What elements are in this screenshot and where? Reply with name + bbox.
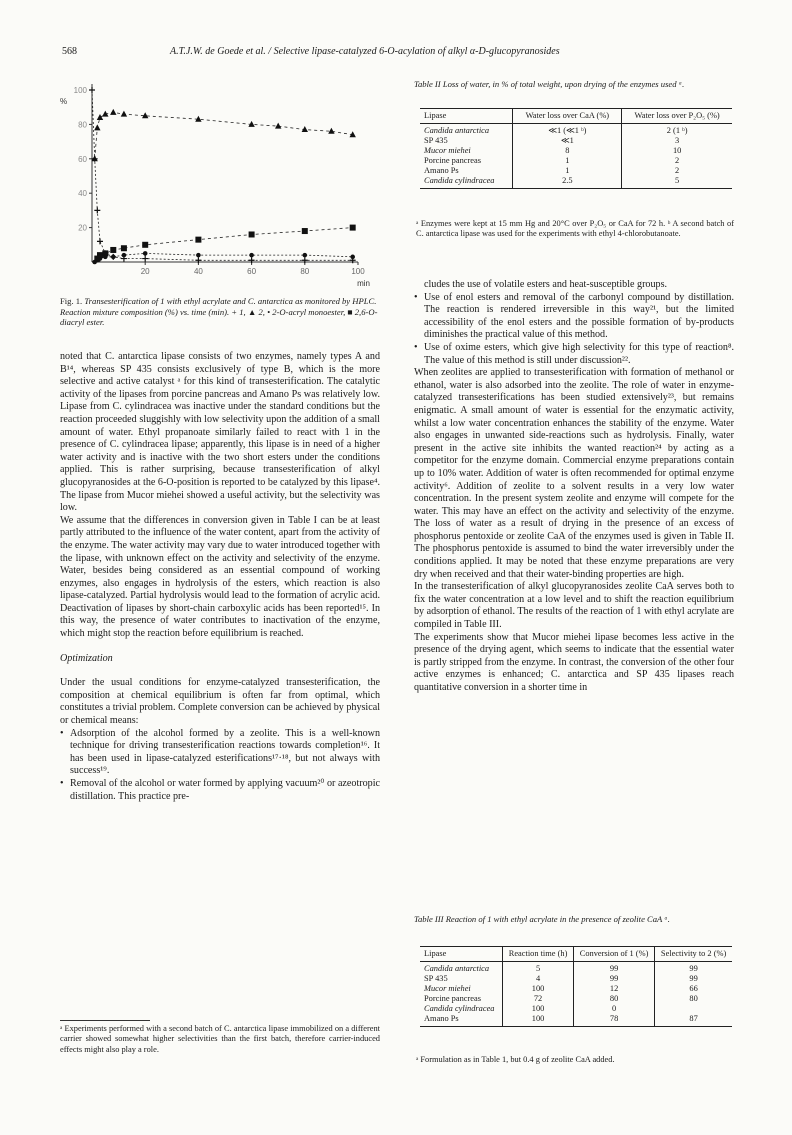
data-point-square xyxy=(121,245,127,251)
section-heading: Optimization xyxy=(60,652,113,664)
table-cell: 5 xyxy=(622,176,732,189)
table-cell: 2 (1 ᵇ) xyxy=(622,124,732,137)
table-cell: 72 xyxy=(503,994,574,1004)
table-cell: 87 xyxy=(655,1014,732,1027)
table-cell: 5 xyxy=(503,962,574,975)
data-point-dot xyxy=(111,255,116,260)
table-cell: 100 xyxy=(503,1004,574,1014)
table-cell-lipase: Candida antarctica xyxy=(424,964,490,973)
table-cell-lipase: Porcine pancreas xyxy=(424,156,481,165)
table-cell: 12 xyxy=(573,984,654,994)
data-point-square xyxy=(249,231,255,237)
table-cell: 66 xyxy=(655,984,732,994)
table-cell: 99 xyxy=(655,974,732,984)
page-number: 568 xyxy=(62,46,77,57)
table3-header: Reaction time (h) xyxy=(503,947,574,962)
method-list-continued xyxy=(414,292,734,368)
data-point-dot xyxy=(350,255,355,260)
method-list xyxy=(60,728,380,804)
series-line xyxy=(97,228,352,259)
left-footnote: ᵃ Experiments performed with a second batch of C. antarctica lipase immobilized on a different carrier showed somewhat higher selectivities than the first batch, therefore carrier-induced effects might also play a role. xyxy=(60,1024,380,1054)
table-cell: 1 xyxy=(513,156,622,166)
figure-1 xyxy=(58,76,388,286)
table3-caption-text: Reaction of 1 with ethyl acrylate in the presence of zeolite CaA ᵃ. xyxy=(445,914,670,924)
table2-footnote: ᵃ Enzymes were kept at 15 mm Hg and 20°C over P₂O₅ or CaA for 72 h. ᵇ A second batch of C. antarctica lipase was used for the experiments with ethyl 4-chlorobutanoate. xyxy=(416,219,734,239)
table2-header: Lipase xyxy=(420,109,513,124)
y-tick-label: 100 xyxy=(73,86,87,95)
table-cell: 2 xyxy=(622,156,732,166)
data-point-plus xyxy=(89,87,95,93)
table3-caption xyxy=(414,914,734,925)
table-cell-lipase: Porcine pancreas xyxy=(424,994,481,1003)
data-point-plus xyxy=(94,207,100,213)
table-cell: 0 xyxy=(573,1004,654,1014)
table-cell: 80 xyxy=(655,994,732,1004)
data-point-dot xyxy=(303,253,308,258)
table3-header: Selectivity to 2 (%) xyxy=(655,947,732,962)
table-cell-lipase: Candida cylindracea xyxy=(420,176,513,189)
figure-caption-text: Transesterification of 1 with ethyl acrylate and C. antarctica as monitored by HPLC. Reaction mixture composition (%) vs. time (min). xyxy=(60,296,377,317)
data-point-triangle xyxy=(97,114,103,120)
data-point-plus xyxy=(142,256,148,262)
footnote-rule xyxy=(60,1020,150,1021)
paragraph: We assume that the differences in conversion given in Table I can be at least partly attributed to the influence of the water content, apart from the activity of the enzyme. The water activity may vary due to water introduced together with the lipase, with unknown effect on the activity and selectivity of the enzyme. Water, besides being considered as an essential compound of working enzymes, also engages in hydrolysis of the esters, which reaction is also lipase-catalyzed. Partial hydrolysis would lead to the formation of acrylic acid. Deactivation of lipases by short-chain carboxylic acids has been reported¹⁵. In this way, the presence of water contributes to inactivation of the enzyme, which might stop the reaction before equilibrium is reached. xyxy=(60,514,380,640)
x-tick-label: 20 xyxy=(140,267,150,276)
table-cell: 10 xyxy=(622,146,732,156)
table2-header: Water loss over CaA (%) xyxy=(513,109,622,124)
table-row xyxy=(420,984,732,994)
table-cell-lipase: Candida antarctica xyxy=(424,126,490,135)
table-row xyxy=(420,136,732,146)
table-row xyxy=(420,156,732,166)
table2-caption-text: Loss of water, in % of total weight, upon drying of the enzymes used ᵃ. xyxy=(442,79,685,89)
table-cell: 1 xyxy=(513,166,622,176)
list-item: • Use of enol esters and removal of the carbonyl compound by distillation. The reaction is rendered irreversible in this way²¹, but the limited accessibility of the enol esters and the possible formation of by-products diminishes the practical value of this method. xyxy=(414,292,734,342)
x-axis-label: min xyxy=(357,279,370,286)
figure-legend-text: + 1, ▲ 2, • 2-O-acryl monoester, ■ 2,6-O-diacryl ester. xyxy=(60,306,378,328)
data-point-square xyxy=(195,237,201,243)
y-tick-label: 60 xyxy=(78,154,87,164)
y-tick-label: 40 xyxy=(78,189,87,199)
table-cell: 100 xyxy=(503,1014,574,1027)
table-row xyxy=(420,176,732,189)
paragraph: The experiments show that Mucor miehei lipase becomes less active in the presence of the drying agent, which seems to indicate that the essential water is partly stripped from the enzyme. In contrast, the conversion of the other four active enzymes is enhanced; C. antarctica and SP 435 lipases reach quantitative conversion in a shorter time in xyxy=(414,631,734,693)
data-point-square xyxy=(302,228,308,234)
paragraph: When zeolites are applied to transesterification with formation of methanol or ethanol, water is also adsorbed into the zeolite. The role of water in enzyme-catalyzed transesterifications has been studied extensively²³, but remains enigmatic. A small amount of water is essential for the enzymatic activity, whilst a low water concentration enhances the stability of the enzyme. Water also engages in unwanted side-reactions such as hydrolysis. Finally, water present in the active site inhibits the wanted reaction²⁴ by acting as a competitor for the enzyme domain. Commercial enzyme preparations contain up to 10% water. Addition of water is often recommended for optimal enzyme activity⁶. Addition of zeolite to a solvent results in a very low water concentration. In the present system zeolite and enzyme will compete for the water. This may have an effect on the activity and selectivity of the enzyme. The loss of water as a result of drying in the presence of an excess of phosphorus pentoxide or zeolite CaA of the enzymes used is given in Table II. The phosphorus pentoxide is assumed to bind the water irreversibly under the conditions applied. It may be noted that these enzyme preparations are very dry when received and that their water-binding properties are high. xyxy=(414,367,734,580)
data-point-triangle xyxy=(121,111,127,117)
table-cell-lipase: Amano Ps xyxy=(424,166,459,175)
paragraph: In the transesterification of alkyl glucopyranosides zeolite CaA serves both to fix the water concentration at a low level and to shift the reaction equilibrium by adsorption of ethanol. The results of the reaction of 1 with ethyl acrylate are compiled in Table III. xyxy=(414,581,734,631)
table2-caption-label: Table II xyxy=(414,79,441,89)
table-cell: 2.5 xyxy=(513,176,622,189)
list-item: • Removal of the alcohol or water formed by applying vacuum²⁰ or azeotropic distillation. This practice pre- xyxy=(60,778,380,803)
table-cell-lipase: SP 435 xyxy=(424,136,448,145)
y-tick-label: 20 xyxy=(78,223,87,233)
table-cell-lipase: Mucor miehei xyxy=(424,984,471,993)
series-line xyxy=(95,253,353,262)
table-cell: 100 xyxy=(503,984,574,994)
list-item: • Use of oxime esters, which give high selectivity for this type of reaction⁸. The value of this method is still under discussion²². xyxy=(414,342,734,367)
table-row xyxy=(420,962,732,975)
list-item: • Adsorption of the alcohol formed by a zeolite. This is a well-known technique for driving transesterification reactions towards completion¹⁶. It has been used in lipase-catalyzed esterifications¹⁷·¹⁸, but not always with success¹⁹. xyxy=(60,728,380,778)
right-column xyxy=(414,279,734,695)
data-point-dot xyxy=(143,251,148,256)
table-cell: 8 xyxy=(513,146,622,156)
table2-header: Water loss over P₂O₅ (%) xyxy=(622,109,732,124)
running-head: A.T.J.W. de Goede et al. / Selective lipase-catalyzed 6-O-acylation of alkyl α-D-glucopyranosides xyxy=(170,46,560,57)
data-point-triangle xyxy=(110,109,116,115)
table-row xyxy=(420,1004,732,1014)
data-point-square xyxy=(102,250,108,256)
series-line xyxy=(95,112,353,158)
x-tick-label: 100 xyxy=(351,267,365,276)
data-point-triangle xyxy=(275,123,281,129)
paragraph: cludes the use of volatile esters and heat-susceptible groups. xyxy=(424,279,668,290)
data-point-dot xyxy=(196,253,201,258)
table-cell-lipase: Amano Ps xyxy=(420,1014,503,1027)
y-tick-label: 80 xyxy=(78,120,87,130)
x-tick-label: 60 xyxy=(247,267,257,276)
table-cell: 99 xyxy=(573,974,654,984)
table-cell: 99 xyxy=(655,962,732,975)
table-cell-lipase: Mucor miehei xyxy=(424,146,471,155)
left-column xyxy=(60,351,380,803)
data-point-triangle xyxy=(94,124,100,130)
table-cell: 2 xyxy=(622,166,732,176)
table3-header: Conversion of 1 (%) xyxy=(573,947,654,962)
table-cell-lipase: Candida cylindracea xyxy=(424,1004,495,1013)
data-point-square xyxy=(110,247,116,253)
table-row xyxy=(420,124,732,137)
paragraph: noted that C. antarctica lipase consists of two enzymes, namely types A and B¹⁴, whereas SP 435 consists exclusively of type B, which is the more selective and active catalyst ᵃ for this kind of transesterification. The catalytic activity of the lipases from porcine pancreas and Amano Ps was relatively low. Lipase from C. cylindracea was inactive under the standard conditions but the reaction proceeded sluggishly with low selectivity upon the addition of a small amount of water. Ethyl propanoate similarly failed to react with 1 in the presence of C. cylindracea lipase; apparently, this lipase is in need of a higher water activity and is inactive with the two short esters under the conditions applied. This is rather surprising, because transesterification of alkyl glucopyranosides at the 6-O-position is reported to be catalyzed by this lipase⁴. The lipase from Mucor miehei showed a useful activity, but the selectivity was low. xyxy=(60,351,380,514)
table-cell: 4 xyxy=(503,974,574,984)
data-point-square xyxy=(350,225,356,231)
paragraph: Under the usual conditions for enzyme-catalyzed transesterification, the composition at chemical equilibrium is often far from optimal, which constitutes a trivial problem. Complete conversion can be achieved by physical or chemical means: xyxy=(60,677,380,727)
data-point-square xyxy=(97,252,103,258)
table-cell xyxy=(655,1004,732,1014)
table-row xyxy=(420,146,732,156)
table-cell: ≪1 xyxy=(513,136,622,146)
table-cell: ≪1 (≪1 ᵇ) xyxy=(513,124,622,137)
data-point-dot xyxy=(122,253,127,258)
figure-1-chart xyxy=(58,76,388,286)
table-cell: 3 xyxy=(622,136,732,146)
x-tick-label: 40 xyxy=(193,267,203,276)
table-cell: 99 xyxy=(573,962,654,975)
table-row xyxy=(420,974,732,984)
data-point-square xyxy=(142,242,148,248)
table3 xyxy=(420,946,732,1027)
table3-caption-label: Table III xyxy=(414,914,444,924)
figure-caption-label: Fig. 1. xyxy=(60,296,83,306)
table-cell-lipase: SP 435 xyxy=(424,974,448,983)
table3-footnote: ᵃ Formulation as in Table 1, but 0.4 g of zeolite CaA added. xyxy=(416,1055,615,1064)
data-point-dot xyxy=(249,253,254,258)
table-row xyxy=(420,1014,732,1027)
data-point-plus xyxy=(97,238,103,244)
table-row xyxy=(420,994,732,1004)
table-cell: 78 xyxy=(573,1014,654,1027)
table-cell: 80 xyxy=(573,994,654,1004)
table2 xyxy=(420,108,732,189)
table-row xyxy=(420,166,732,176)
x-tick-label: 80 xyxy=(300,267,310,276)
figure-1-caption xyxy=(60,296,390,328)
series-line xyxy=(92,90,353,260)
y-axis-label: % xyxy=(60,97,68,106)
table3-header: Lipase xyxy=(420,947,503,962)
table2-caption xyxy=(414,79,734,90)
